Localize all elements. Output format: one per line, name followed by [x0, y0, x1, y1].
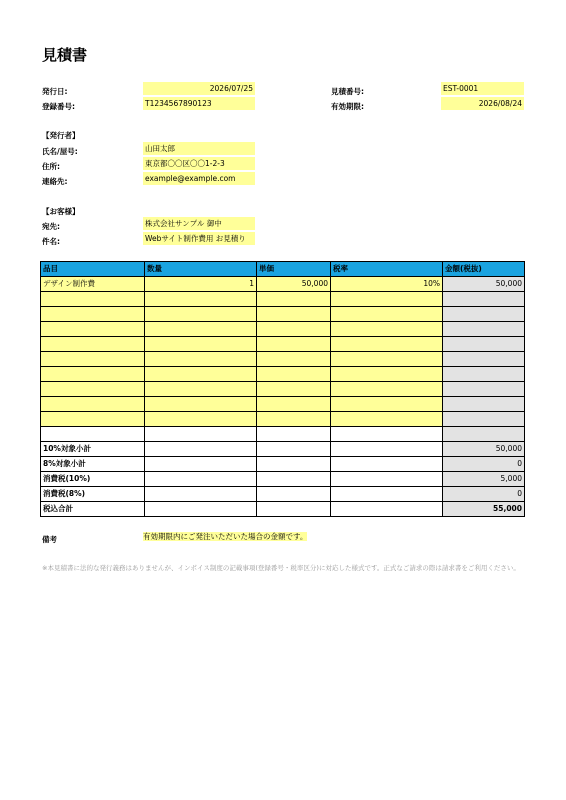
cell-tax[interactable]	[331, 292, 443, 307]
cell-item[interactable]	[41, 427, 145, 442]
table-row	[41, 427, 525, 442]
cell-item[interactable]	[41, 352, 145, 367]
cell-price[interactable]	[257, 397, 331, 412]
table-row	[41, 382, 525, 397]
summary-value: 5,000	[443, 472, 525, 487]
cell-qty[interactable]	[145, 322, 257, 337]
summary-empty-cell	[145, 457, 257, 472]
subject-label: 件名:	[42, 237, 60, 246]
cell-price[interactable]	[257, 337, 331, 352]
cell-amount: 50,000	[443, 277, 525, 292]
summary-empty-cell	[257, 472, 331, 487]
cell-tax[interactable]	[331, 307, 443, 322]
table-row	[41, 352, 525, 367]
cell-amount	[443, 427, 525, 442]
valid-date-field[interactable]: 2026/08/24	[441, 97, 524, 110]
summary-value: 0	[443, 487, 525, 502]
col-header-item: 品目	[41, 262, 145, 277]
summary-empty-cell	[145, 442, 257, 457]
summary-value: 0	[443, 457, 525, 472]
remarks-field[interactable]	[143, 530, 307, 543]
customer-section-title: 【お客様】	[42, 207, 80, 216]
cell-tax[interactable]	[331, 382, 443, 397]
cell-item[interactable]: デザイン制作費	[41, 277, 145, 292]
col-header-tax: 税率	[331, 262, 443, 277]
summary-empty-cell	[257, 457, 331, 472]
table-row	[41, 307, 525, 322]
summary-row	[41, 502, 525, 517]
table-row	[41, 412, 525, 427]
cell-qty[interactable]	[145, 337, 257, 352]
issue-date-field[interactable]: 2026/07/25	[143, 82, 255, 95]
cell-qty[interactable]	[145, 397, 257, 412]
issuer-contact-label: 連絡先:	[42, 177, 68, 186]
cell-amount	[443, 292, 525, 307]
table-row	[41, 337, 525, 352]
summary-label: 税込合計	[41, 502, 145, 517]
cell-item[interactable]	[41, 307, 145, 322]
summary-row	[41, 442, 525, 457]
cell-item[interactable]	[41, 382, 145, 397]
cell-qty[interactable]	[145, 292, 257, 307]
summary-value: 55,000	[443, 502, 525, 517]
cell-item[interactable]	[41, 412, 145, 427]
footnote: ※本見積書に法的な発行義務はありませんが、インボイス制度の記載事項(登録番号・税率区分)に対応した様式です。正式なご請求の際は請求書をご利用ください。	[42, 564, 520, 572]
cell-price[interactable]	[257, 412, 331, 427]
summary-label: 8%対象小計	[41, 457, 145, 472]
cell-price[interactable]	[257, 292, 331, 307]
issuer-address-label: 住所:	[42, 162, 60, 171]
summary-label: 10%対象小計	[41, 442, 145, 457]
summary-empty-cell	[257, 487, 331, 502]
issuer-address-field[interactable]: 東京都〇〇区〇〇1-2-3	[143, 157, 255, 170]
table-row	[41, 322, 525, 337]
page-title: 見積書	[42, 46, 88, 64]
summary-empty-cell	[331, 472, 443, 487]
summary-empty-cell	[145, 502, 257, 517]
cell-tax[interactable]: 10%	[331, 277, 443, 292]
cell-qty[interactable]	[145, 382, 257, 397]
issuer-name-field[interactable]: 山田太郎	[143, 142, 255, 155]
remarks-label: 備考	[42, 535, 57, 544]
issuer-contact-field[interactable]: example@example.com	[143, 172, 255, 185]
summary-empty-cell	[331, 442, 443, 457]
cell-item[interactable]	[41, 397, 145, 412]
cell-price[interactable]	[257, 382, 331, 397]
col-header-qty: 数量	[145, 262, 257, 277]
cell-qty[interactable]	[145, 412, 257, 427]
cell-tax[interactable]	[331, 412, 443, 427]
cell-amount	[443, 352, 525, 367]
cell-price[interactable]	[257, 352, 331, 367]
cell-amount	[443, 367, 525, 382]
remarks-text: 有効期限内にご発注いただいた場合の金額です。	[143, 532, 308, 541]
cell-tax[interactable]	[331, 397, 443, 412]
reg-no-field[interactable]: T1234567890123	[143, 97, 255, 110]
items-table	[40, 261, 525, 517]
summary-value: 50,000	[443, 442, 525, 457]
cell-price[interactable]	[257, 322, 331, 337]
table-row	[41, 277, 525, 292]
customer-to-label: 宛先:	[42, 222, 60, 231]
summary-row	[41, 472, 525, 487]
issuer-section-title: 【発行者】	[42, 131, 80, 140]
issue-date-label: 発行日:	[42, 87, 68, 96]
cell-price[interactable]	[257, 367, 331, 382]
cell-amount	[443, 337, 525, 352]
cell-item[interactable]	[41, 337, 145, 352]
summary-empty-cell	[257, 442, 331, 457]
summary-empty-cell	[331, 457, 443, 472]
summary-row	[41, 457, 525, 472]
quote-no-label: 見積番号:	[331, 87, 364, 96]
summary-empty-cell	[145, 472, 257, 487]
summary-row	[41, 487, 525, 502]
valid-date-label: 有効期限:	[331, 102, 364, 111]
summary-label: 消費税(8%)	[41, 487, 145, 502]
cell-item[interactable]	[41, 292, 145, 307]
table-row	[41, 367, 525, 382]
table-row	[41, 292, 525, 307]
cell-amount	[443, 307, 525, 322]
cell-tax[interactable]	[331, 322, 443, 337]
summary-empty-cell	[331, 502, 443, 517]
cell-qty[interactable]: 1	[145, 277, 257, 292]
col-header-price: 単価	[257, 262, 331, 277]
cell-price[interactable]	[257, 307, 331, 322]
subject-field[interactable]: Webサイト制作費用 お見積り	[143, 232, 255, 245]
cell-amount	[443, 382, 525, 397]
cell-qty[interactable]	[145, 427, 257, 442]
cell-amount	[443, 397, 525, 412]
cell-qty[interactable]	[145, 367, 257, 382]
issuer-name-label: 氏名/屋号:	[42, 147, 78, 156]
cell-item[interactable]	[41, 367, 145, 382]
cell-qty[interactable]	[145, 307, 257, 322]
cell-item[interactable]	[41, 322, 145, 337]
cell-amount	[443, 412, 525, 427]
cell-tax[interactable]	[331, 337, 443, 352]
cell-tax[interactable]	[331, 427, 443, 442]
cell-qty[interactable]	[145, 352, 257, 367]
table-row	[41, 397, 525, 412]
summary-empty-cell	[145, 487, 257, 502]
cell-price[interactable]: 50,000	[257, 277, 331, 292]
summary-empty-cell	[257, 502, 331, 517]
summary-label: 消費税(10%)	[41, 472, 145, 487]
cell-tax[interactable]	[331, 367, 443, 382]
table-header-row	[41, 262, 525, 277]
summary-empty-cell	[331, 487, 443, 502]
cell-amount	[443, 322, 525, 337]
cell-tax[interactable]	[331, 352, 443, 367]
col-header-amount: 金額(税抜)	[443, 262, 525, 277]
customer-to-field[interactable]: 株式会社サンプル 御中	[143, 217, 255, 230]
reg-no-label: 登録番号:	[42, 102, 75, 111]
quote-no-field[interactable]: EST-0001	[441, 82, 524, 95]
cell-price[interactable]	[257, 427, 331, 442]
